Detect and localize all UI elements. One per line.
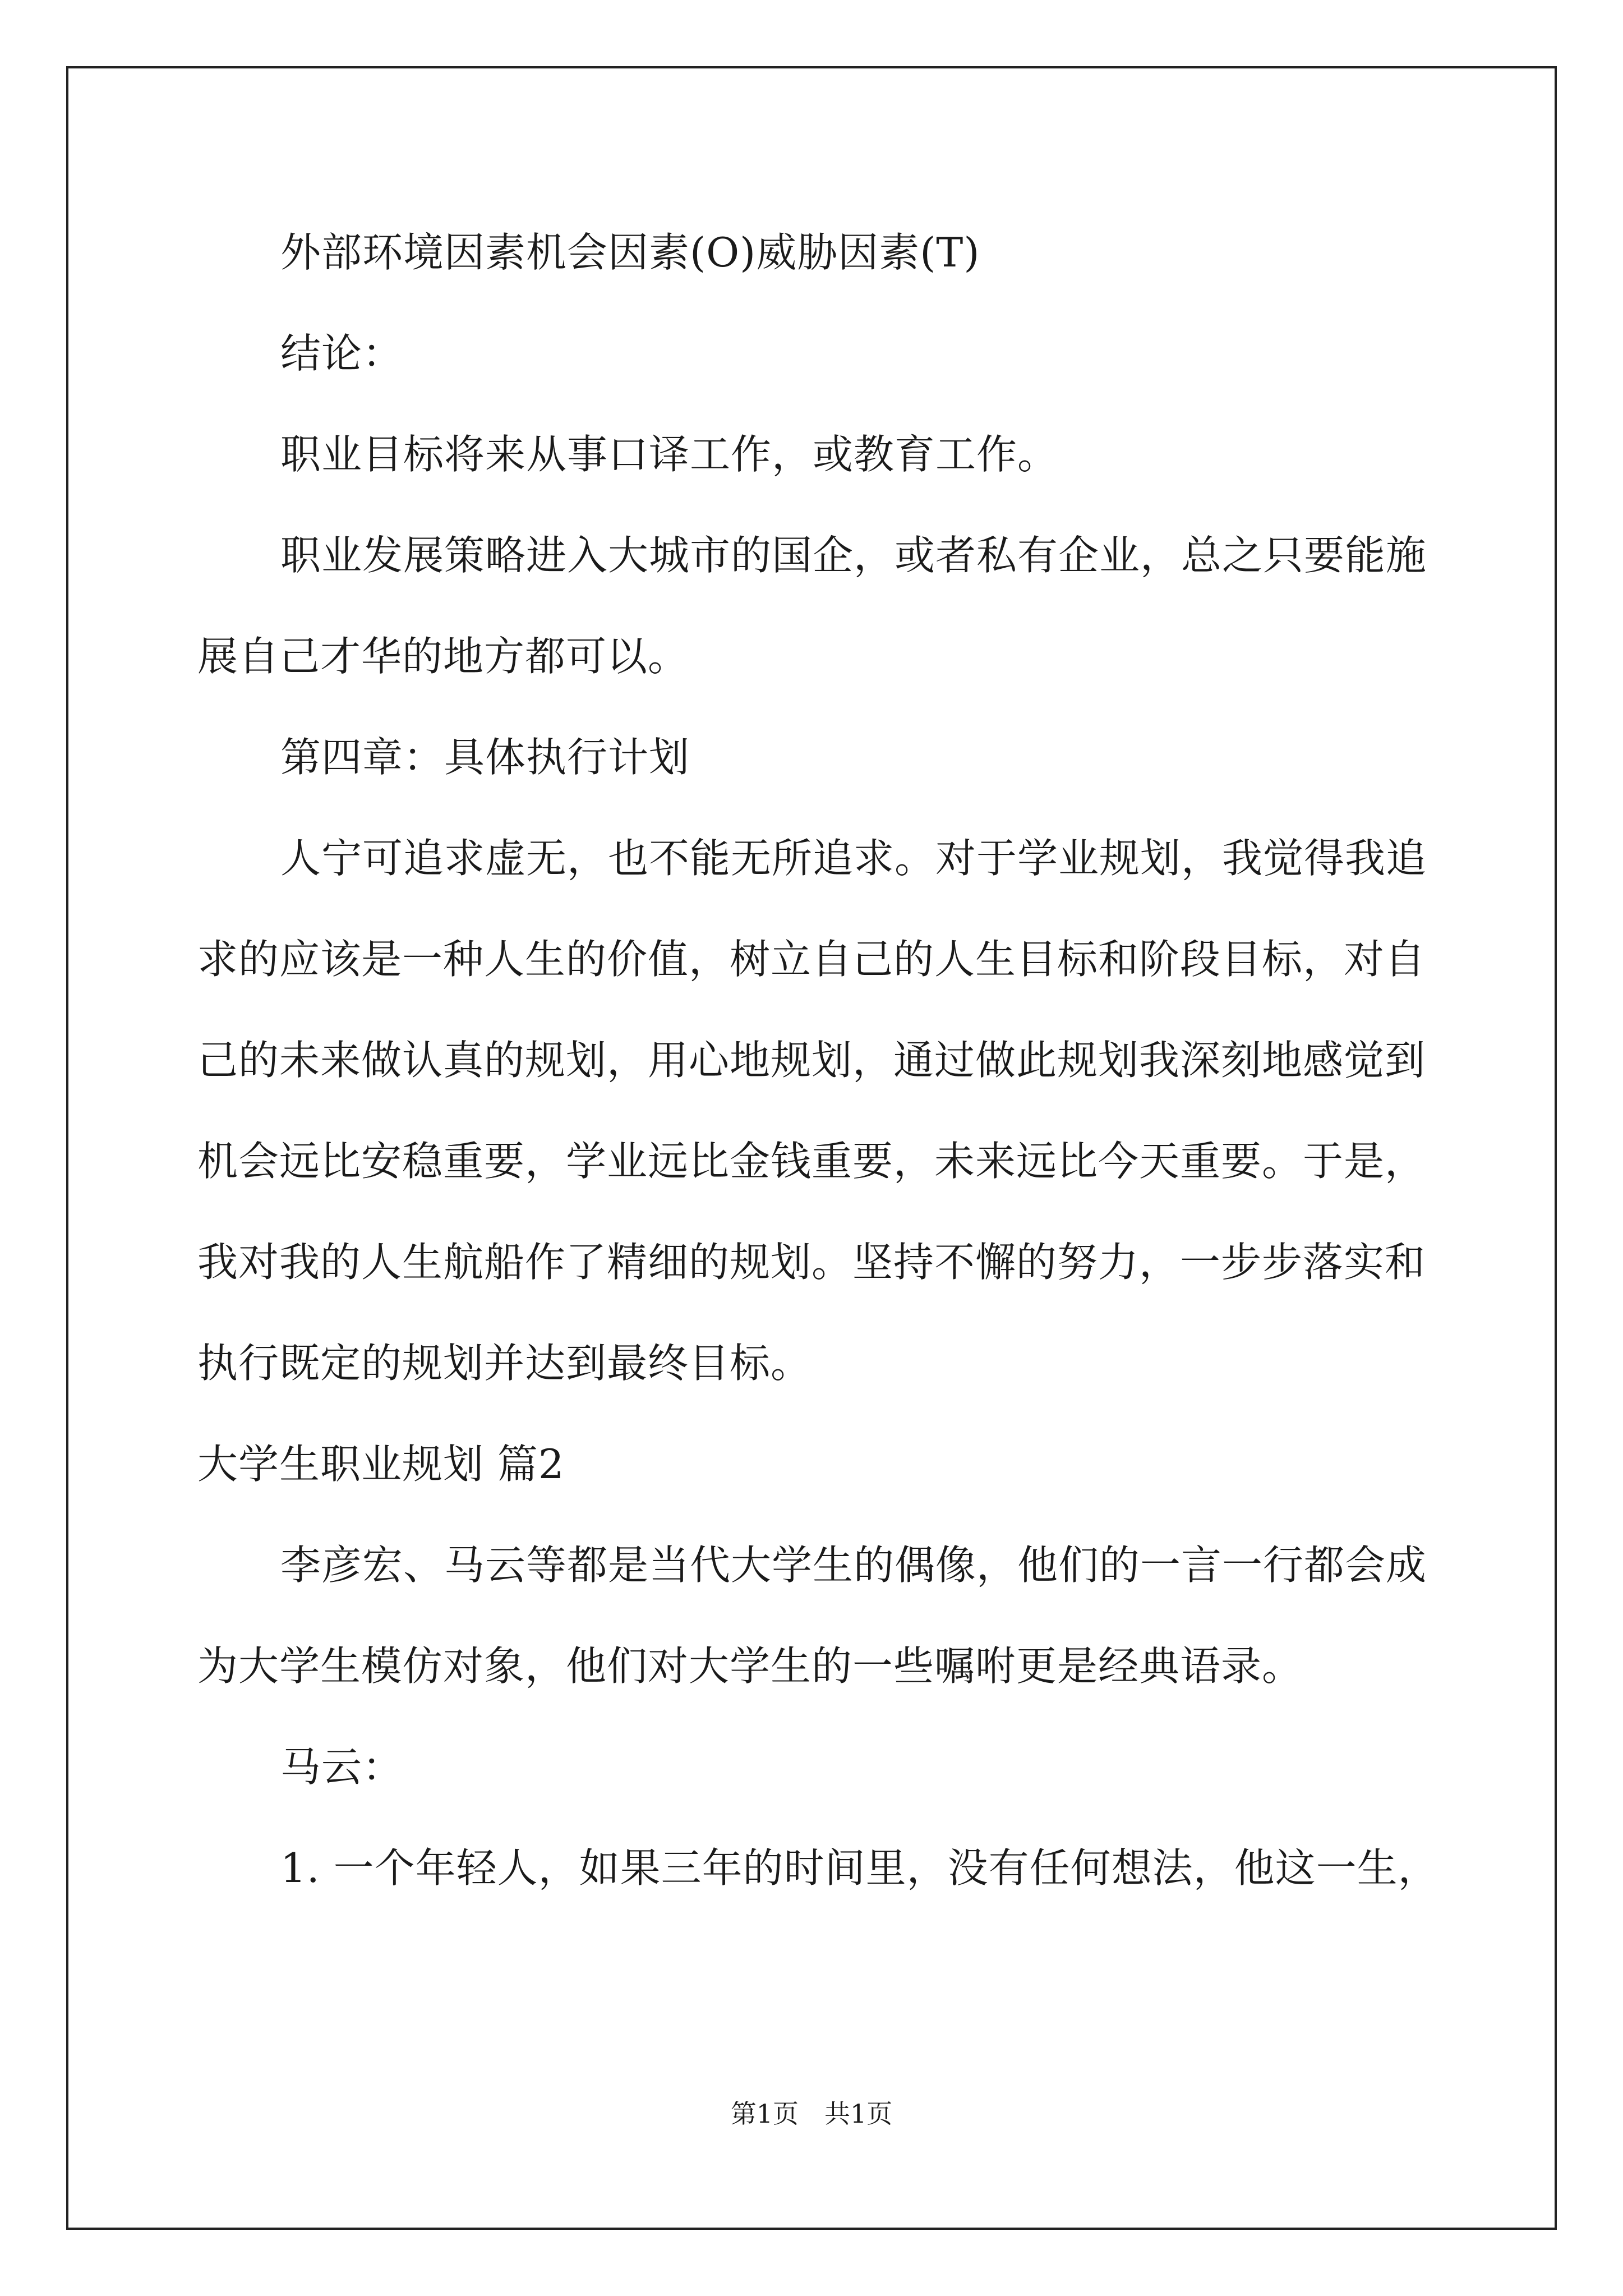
paragraph-line: 展自己才华的地方都可以。 — [197, 633, 689, 680]
paragraph-line: 我对我的人生航船作了精细的规划。坚持不懈的努力，一步步落实和 — [197, 1239, 1426, 1286]
paragraph-line: 己的未来做认真的规划，用心地规划，通过做此规划我深刻地感觉到 — [197, 1037, 1426, 1084]
paragraph-line: 为大学生模仿对象，他们对大学生的一些嘱咐更是经典语录。 — [197, 1642, 1303, 1690]
paragraph-line: 人宁可追求虚无，也不能无所追求。对于学业规划，我觉得我追 — [280, 835, 1427, 882]
paragraph-line: 执行既定的规划并达到最终目标。 — [197, 1340, 812, 1387]
paragraph-line: 职业目标将来从事口译工作，或教育工作。 — [280, 431, 1059, 478]
chapter-heading: 第四章：具体执行计划 — [280, 734, 690, 781]
paragraph-line: 结论： — [280, 330, 404, 377]
paragraph-line: 职业发展策略进入大城市的国企，或者私有企业，总之只要能施 — [280, 532, 1427, 579]
paragraph-line: 马云： — [280, 1743, 404, 1791]
page-number: 第1页 共1页 — [730, 2099, 893, 2129]
section-heading: 大学生职业规划 篇2 — [197, 1441, 565, 1488]
paragraph-line: 外部环境因素机会因素(O)威胁因素(T) — [280, 229, 980, 276]
list-item: 1. 一个年轻人，如果三年的时间里，没有任何想法，他这一生， — [280, 1844, 1439, 1892]
paragraph-line: 李彦宏、马云等都是当代大学生的偶像，他们的一言一行都会成 — [280, 1542, 1427, 1589]
paragraph-line: 求的应该是一种人生的价值，树立自己的人生目标和阶段目标，对自 — [197, 936, 1426, 983]
paragraph-line: 机会远比安稳重要，学业远比金钱重要，未来远比今天重要。于是， — [197, 1138, 1426, 1185]
